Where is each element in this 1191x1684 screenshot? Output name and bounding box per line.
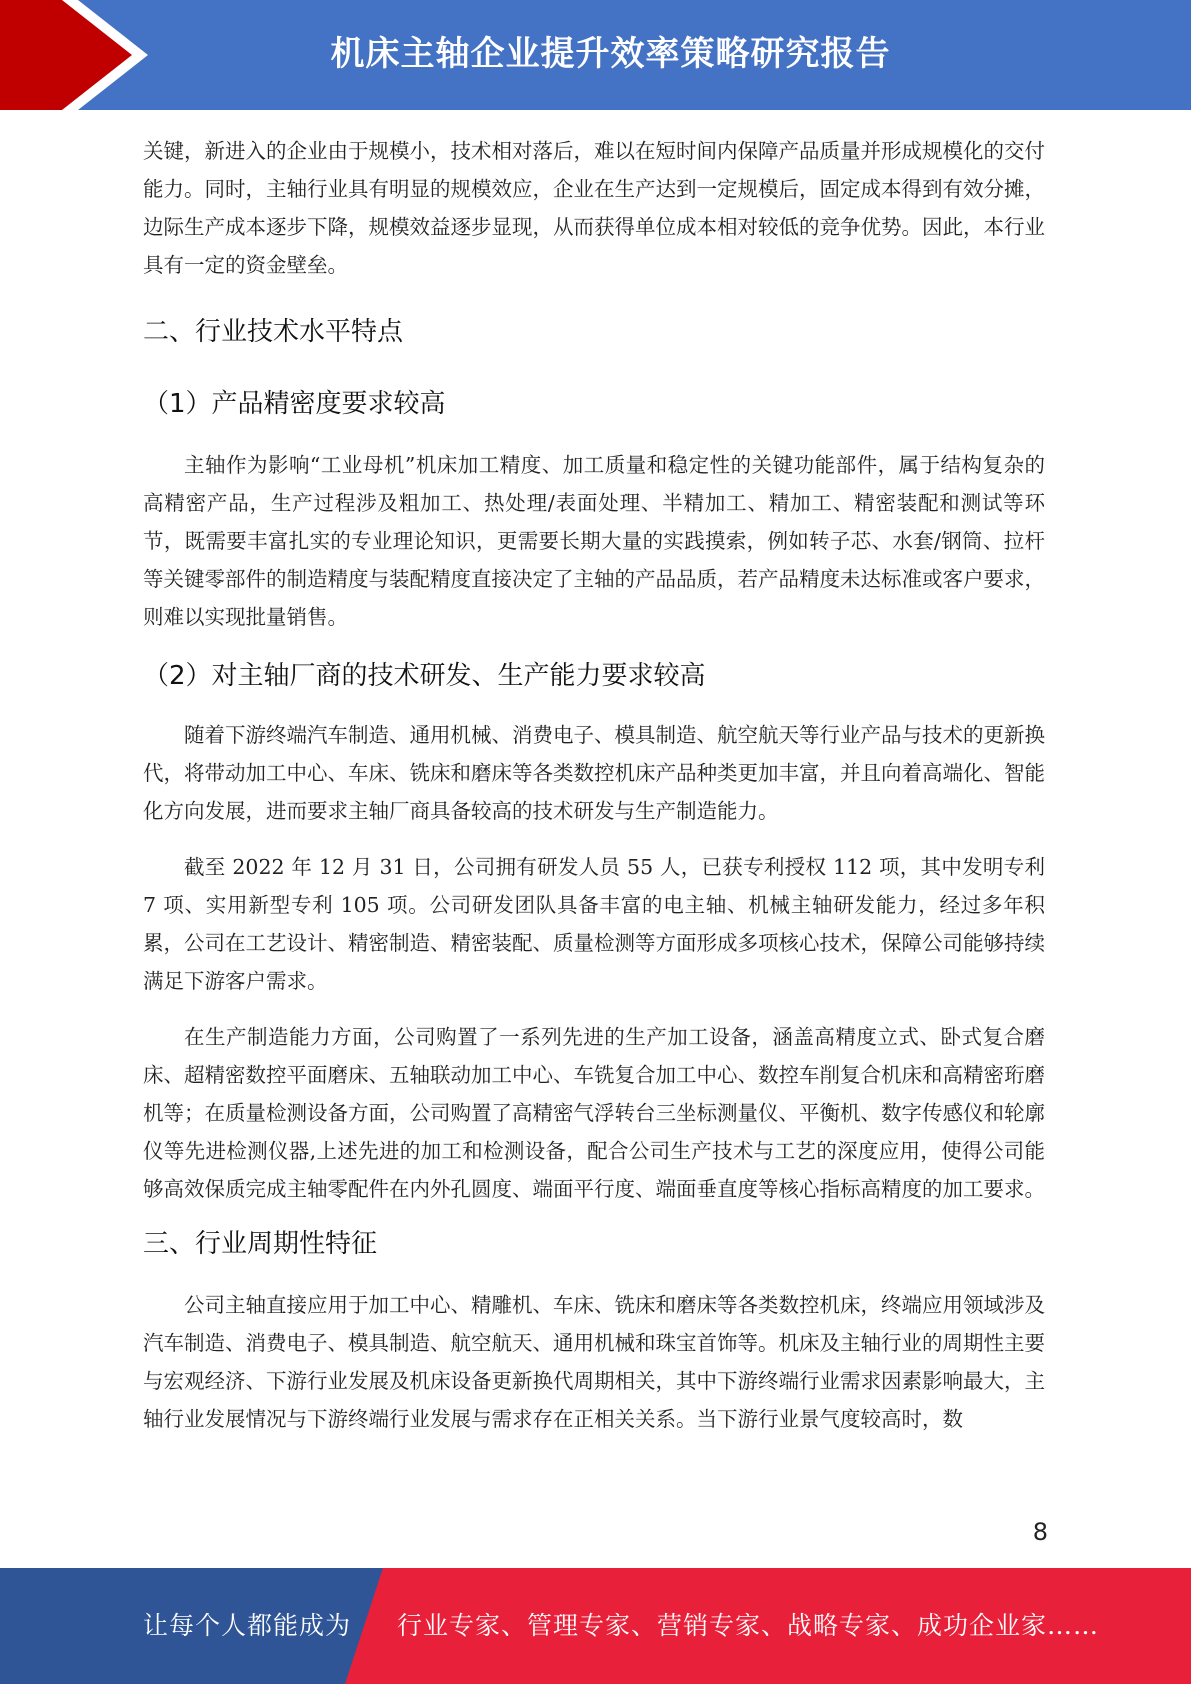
paragraph-cyclicality: 公司主轴直接应用于加工中心、精雕机、车床、铣床和磨床等各类数控机床，终端应用领域涉及汽车制造、消费电子、模具制造、航空航天、通用机械和珠宝首饰等。机床及主轴行业的周期性主要与宏观经济、下游行业发展及机床设备更新换代周期相关，其中下游终端行业需求因素影响最大，主轴行业发展情况与下游终端行业发展与需求存在正相关关系。当下游行业景气度较高时，数 (143, 1293, 1045, 1431)
subheading-precision: （1）产品精密度要求较高 (143, 389, 446, 419)
paragraph-precision: 主轴作为影响“工业母机”机床加工精度、加工质量和稳定性的关键功能部件，属于结构复杂的高精密产品，生产过程涉及粗加工、热处理/表面处理、半精加工、精加工、精密装配和测试等环节，既需要丰富扎实的专业理论知识，更需要长期大量的实践摸索，例如转子芯、水套/钢筒、拉杆等关键零部件的制造精度与装配精度直接决定了主轴的产品品质，若产品精度未达标准或客户要求，则难以实现批量销售。 (143, 453, 1045, 629)
footer-slogan-left: 让每个人都能成为 (143, 1611, 352, 1640)
footer-slogan-right: 行业专家、管理专家、营销专家、战略专家、成功企业家…… (397, 1611, 1100, 1640)
subheading-rd-capability: （2）对主轴厂商的技术研发、生产能力要求较高 (143, 661, 706, 691)
paragraph-intro: 关键，新进入的企业由于规模小，技术相对落后，难以在短时间内保障产品质量并形成规模化的交付能力。同时，主轴行业具有明显的规模效应，企业在生产达到一定规模后，固定成本得到有效分摊，边际生产成本逐步下降，规模效益逐步显现，从而获得单位成本相对较低的竞争优势。因此，本行业具有一定的资金壁垒。 (143, 139, 1045, 277)
report-title: 机床主轴企业提升效率策略研究报告 (330, 34, 891, 74)
section-heading-technology: 二、行业技术水平特点 (143, 317, 404, 347)
page-footer (0, 1568, 1191, 1684)
page-number: 8 (1032, 1518, 1048, 1546)
main-content (143, 132, 1045, 1438)
section-heading-cyclicality: 三、行业周期性特征 (143, 1229, 378, 1259)
paragraph-manufacturing: 在生产制造能力方面，公司购置了一系列先进的生产加工设备，涵盖高精度立式、卧式复合磨床、超精密数控平面磨床、五轴联动加工中心、车铣复合加工中心、数控车削复合机床和高精密珩磨机等；在质量检测设备方面，公司购置了高精密气浮转台三坐标测量仪、平衡机、数字传感仪和轮廓仪等先进检测仪器,上述先进的加工和检测设备，配合公司生产技术与工艺的深度应用，使得公司能够高效保质完成主轴零配件在内外孔圆度、端面平行度、端面垂直度等核心指标高精度的加工要求。 (143, 1025, 1045, 1201)
paragraph-rd-team: 截至 2022 年 12 月 31 日，公司拥有研发人员 55 人，已获专利授权 112 项，其中发明专利 7 项、实用新型专利 105 项。公司研发团队具备丰富的电主轴、机械主轴研发能力，经过多年积累，公司在工艺设计、精密制造、精密装配、质量检测等方面形成多项核心技术，保障公司能够持续满足下游客户需求。 (143, 855, 1045, 993)
page-header (0, 0, 1191, 110)
paragraph-downstream: 随着下游终端汽车制造、通用机械、消费电子、模具制造、航空航天等行业产品与技术的更新换代，将带动加工中心、车床、铣床和磨床等各类数控机床产品种类更加丰富，并且向着高端化、智能化方向发展，进而要求主轴厂商具备较高的技术研发与生产制造能力。 (143, 723, 1045, 823)
